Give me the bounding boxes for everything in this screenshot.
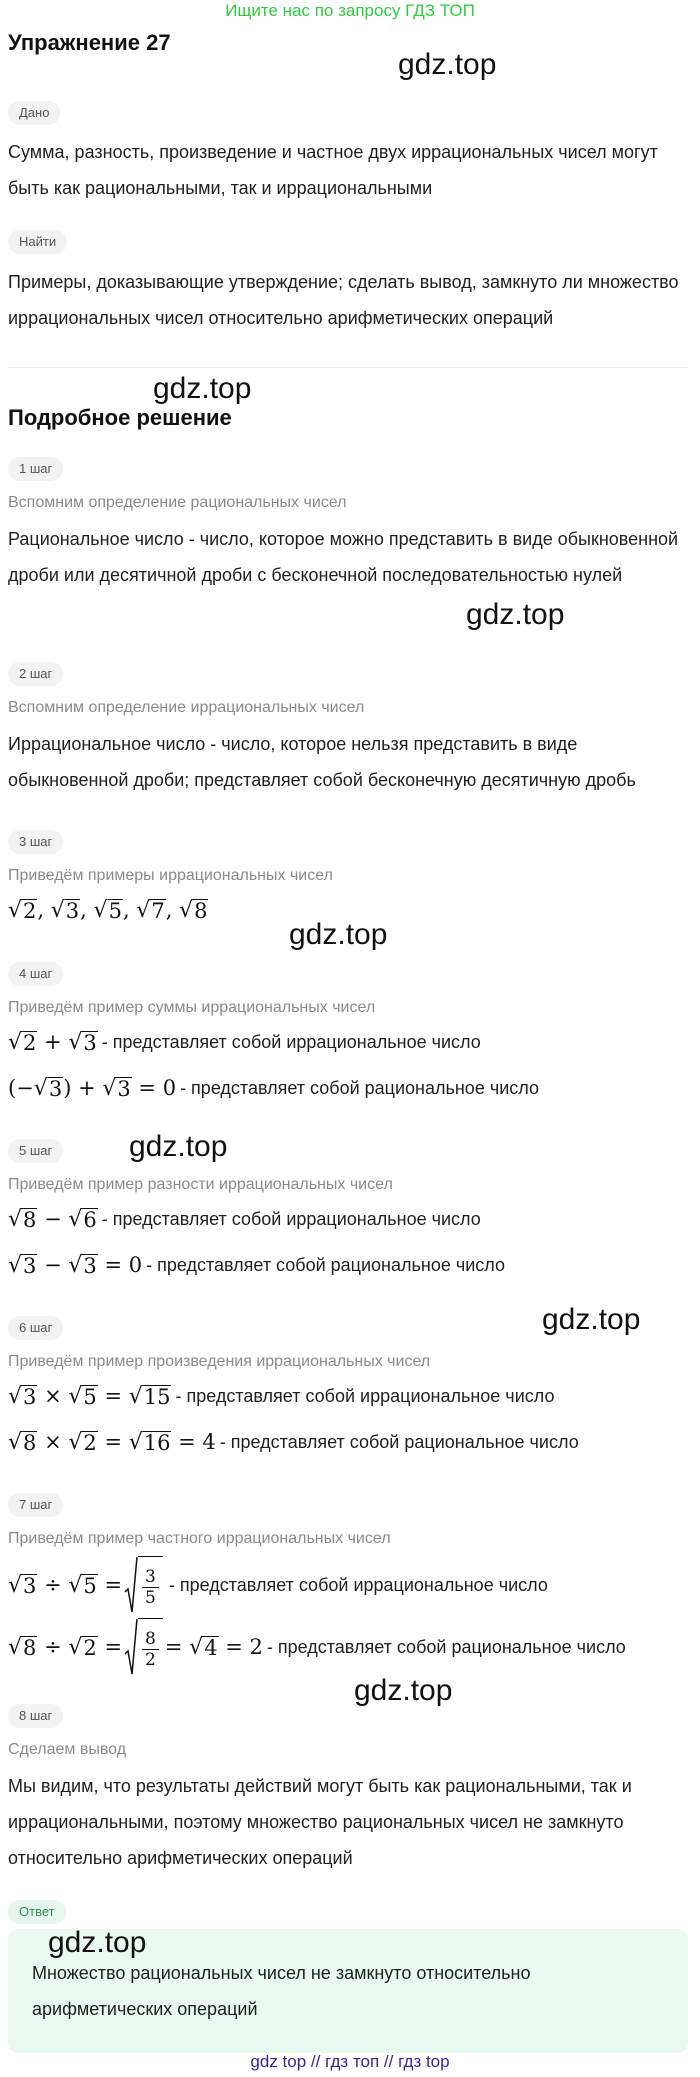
formula-product-rational: √ 8 × √ 2 = √ 16 = 4 - представляет собой рациональное число: [8, 1427, 579, 1457]
formula-sum-rational: (− √ 3 ) + √ 3 = 0 - представляет собой рациональное число: [8, 1073, 539, 1103]
formula-note: - представляет собой иррациональное число: [168, 1575, 548, 1595]
formula-note: - представляет собой рациональное число: [146, 1255, 505, 1275]
find-badge: Найти: [8, 230, 67, 254]
step-badge: 3 шаг: [8, 830, 63, 854]
step-badge: 4 шаг: [8, 962, 63, 986]
formula-diff-rational: √ 3 − √ 3 = 0 - представляет собой рациональное число: [8, 1250, 505, 1280]
step-badge: 7 шаг: [8, 1493, 63, 1517]
step-subtitle: Вспомним определение иррациональных чисел: [8, 699, 365, 716]
step-subtitle: Приведём примеры иррациональных чисел: [8, 867, 333, 884]
watermark: gdz.top: [466, 598, 565, 631]
sqrt-fraction: $\frac{3}{5}$: [124, 1556, 163, 1614]
step-subtitle: Приведём пример разности иррациональных чисел: [8, 1176, 393, 1193]
find-text: Примеры, доказывающие утверждение; сделать вывод, замкнуто ли множество иррациональных чисел относительно арифметических операций: [8, 272, 679, 328]
watermark: gdz.top: [153, 372, 252, 405]
step-text: Рациональное число - число, которое можно представить в виде обыкновенной дроби или десятичной дроби с бесконечной последовательностью нулей: [8, 529, 679, 585]
watermark: gdz.top: [354, 1674, 453, 1707]
exercise-title: Упражнение 27: [8, 30, 171, 55]
formula-note: - представляет собой иррациональное число: [101, 1209, 481, 1229]
answer-text: Множество рациональных чисел не замкнуто относительно арифметических операций: [32, 1963, 531, 2019]
footer-links[interactable]: gdz top // гдз топ // гдз top: [250, 2052, 450, 2071]
step-subtitle: Сделаем вывод: [8, 1741, 127, 1758]
step-badge: 2 шаг: [8, 662, 63, 686]
given-text: Сумма, разность, произведение и частное двух иррациональных чисел могут быть как рациональными, так и иррациональными: [8, 142, 658, 198]
step-badge: 8 шаг: [8, 1704, 63, 1728]
solution-title: Подробное решение: [8, 405, 232, 430]
formula-note: - представляет собой иррациональное число: [175, 1386, 555, 1406]
section-divider: [8, 367, 688, 368]
step-badge: 1 шаг: [8, 457, 63, 481]
step-subtitle: Вспомним определение рациональных чисел: [8, 494, 347, 511]
watermark: gdz.top: [542, 1303, 641, 1336]
step-text: Мы видим, что результаты действий могут быть как рациональными, так и иррациональными, поэтому множество рациональных чисел не замкнуто относительно арифметических операций: [8, 1776, 632, 1868]
watermark: gdz.top: [129, 1130, 228, 1163]
watermark: gdz.top: [289, 918, 388, 951]
given-badge: Дано: [8, 101, 60, 125]
formula-quotient-irrational: √ 3 ÷ √ 5 = $\frac{3}{5}$ - представляет собой иррациональное число: [8, 1553, 548, 1617]
step-subtitle: Приведём пример частного иррациональных чисел: [8, 1530, 391, 1547]
formula-note: - представляет собой рациональное число: [180, 1078, 539, 1098]
step-subtitle: Приведём пример суммы иррациональных чисел: [8, 999, 376, 1016]
formula-diff-irrational: √ 8 − √ 6 - представляет собой иррациональное число: [8, 1204, 481, 1234]
sqrt-fraction: $\frac{8}{2}$: [124, 1618, 163, 1676]
formula-note: - представляет собой рациональное число: [266, 1637, 626, 1657]
watermark: gdz.top: [398, 48, 497, 81]
search-banner[interactable]: Ищите нас по запросу ГДЗ ТОП: [225, 1, 475, 20]
step-badge: 6 шаг: [8, 1316, 63, 1340]
answer-badge: Ответ: [8, 1900, 66, 1924]
formula-irrational-examples: √ 2 , √ 3 , √ 5 , √ 7 , √ 8: [8, 898, 208, 923]
watermark: gdz.top: [48, 1926, 147, 1959]
formula-note: - представляет собой рациональное число: [219, 1432, 579, 1452]
step-text: Иррациональное число - число, которое нельзя представить в виде обыкновенной дроби; представляет собой бесконечную десятичную дробь: [8, 734, 636, 790]
step-badge: 5 шаг: [8, 1139, 63, 1163]
formula-sum-irrational: √ 2 + √ 3 - представляет собой иррациональное число: [8, 1027, 481, 1057]
formula-note: - представляет собой иррациональное число: [101, 1032, 481, 1052]
formula-product-irrational: √ 3 × √ 5 = √ 15 - представляет собой иррациональное число: [8, 1381, 554, 1411]
step-subtitle: Приведём пример произведения иррациональных чисел: [8, 1353, 431, 1370]
formula-quotient-rational: √ 8 ÷ √ 2 = $\frac{8}{2}$ = √ 4 = 2 - представляет собой рациональное число: [8, 1615, 626, 1679]
